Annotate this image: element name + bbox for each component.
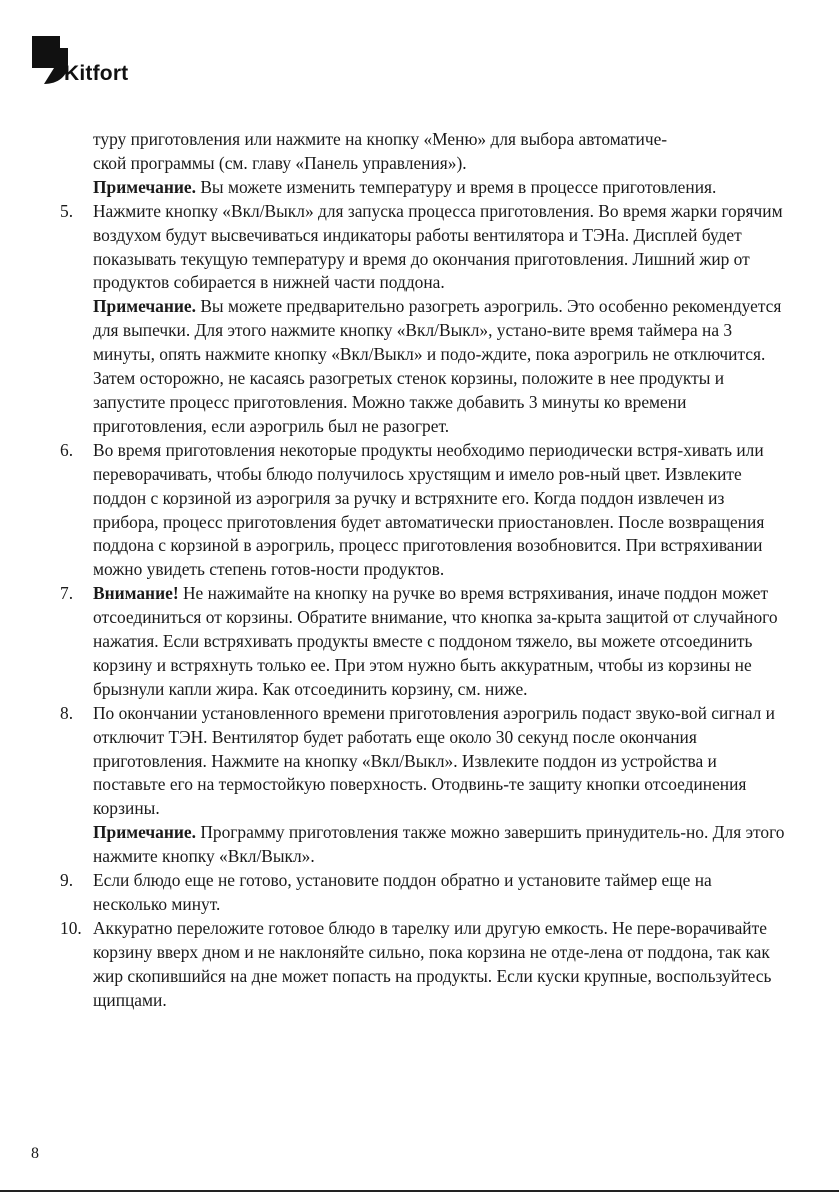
note-text: Программу приготовления также можно завершить принудитель-но. Для этого нажмите кнопку «Вкл/Выкл». bbox=[93, 822, 785, 867]
list-item-8 bbox=[60, 702, 790, 869]
instructions-text bbox=[60, 128, 790, 1013]
item-number: 9. bbox=[60, 870, 74, 891]
warning-text: Не нажимайте на кнопку на ручке во время встряхивания, иначе поддон может отсоединиться от корзины. Обратите внимание, что кнопка за-крыта защитой от случайного нажатия. Если встряхивать продукты вместе с поддоном тяжело, вы можете отсоединить корзину и встряхнуть только ее. При этом нужно быть аккуратным, чтобы из корзины не брызнули капли жира. Как отсоединить корзину, см. ниже. bbox=[93, 583, 778, 699]
intro-note bbox=[93, 176, 790, 200]
list-item-10 bbox=[60, 917, 790, 1013]
brand-logo bbox=[30, 34, 170, 94]
item-text: Во время приготовления некоторые продукты необходимо периодически встря-хивать или переворачивать, чтобы блюдо получилось хрустящим и имело ров-ный цвет. Извлеките поддон с корзиной из аэрогриля за ручку и встряхните его. Когда поддон извлечен из прибора, процесс приготовления будет автоматически приостановлен. После возвращения поддона с корзиной в аэрогриль, процесс приготовления возобновится. При встряхивании можно увидеть степень готов-ности продуктов. bbox=[93, 439, 765, 580]
item-note bbox=[93, 295, 790, 438]
note-label: Примечание. bbox=[93, 296, 196, 317]
item-text: Если блюдо еще не готово, установите поддон обратно и установите таймер еще на несколько минут. bbox=[93, 870, 712, 914]
item-number: 10. bbox=[60, 917, 82, 938]
item-text: Нажмите кнопку «Вкл/Выкл» для запуска процесса приготовления. Во время жарки горячим воздухом будут высвечиваться индикаторы работы вентилятора и ТЭНа. Дисплей будет показывать текущую температуру и время до окончания приготовления. Лишний жир от продуктов собирается в нижней части поддона. bbox=[93, 200, 783, 293]
bottom-border bbox=[0, 1190, 839, 1192]
item-number: 8. bbox=[60, 702, 74, 723]
note-label: Примечание. bbox=[93, 176, 196, 197]
item-text: По окончании установленного времени приготовления аэрогриль подаст звуко-вой сигнал и отключит ТЭН. Вентилятор будет работать еще около 30 секунд после окончания приготовления. Нажмите на кнопку «Вкл/Выкл». Извлеките поддон из устройства и поставьте его на термостойкую поверхность. Отодвинь-те защиту кнопки отсоединения корзины. bbox=[93, 702, 775, 819]
item-number: 7. bbox=[60, 583, 74, 604]
item-number: 6. bbox=[60, 439, 74, 460]
item-number: 5. bbox=[60, 200, 74, 221]
item-text: Аккуратно переложите готовое блюдо в тарелку или другую емкость. Не пере-ворачивайте корзину вверх дном и не наклоняйте сильно, пока корзина не отде-лена от поддона, так как жир скопившийся на дне может попасть на продукты. Если куски крупные, воспользуйтесь щипцами. bbox=[93, 917, 772, 1010]
list-item-5 bbox=[60, 200, 790, 439]
item-text bbox=[93, 582, 790, 702]
intro-line-1: туру приготовления или нажмите на кнопку «Меню» для выбора автоматиче- bbox=[93, 129, 668, 149]
intro-line-2: ской программы (см. главу «Панель управления»). bbox=[93, 152, 467, 173]
list-item-7 bbox=[60, 582, 790, 702]
list-item-6 bbox=[60, 439, 790, 582]
item-note bbox=[93, 821, 790, 869]
note-label: Примечание. bbox=[93, 822, 196, 843]
brand-name: Kitfort bbox=[64, 62, 129, 85]
note-text: Вы можете изменить температуру и время в процессе приготовления. bbox=[195, 176, 717, 197]
note-text: Вы можете предварительно разогреть аэрогриль. Это особенно рекомендуется для выпечки. Для этого нажмите кнопку «Вкл/Выкл», устано-вите время таймера на 3 минуты, опять нажмите кнопку «Вкл/Выкл» и подо-ждите, пока аэрогриль не отключится. Затем осторожно, не касаясь разогретых стенок корзины, положите в нее продукты и запустите процесс приготовления. Можно также добавить 3 минуты ко времени приготовления, если аэрогриль был не разогрет. bbox=[93, 296, 782, 436]
warning-label: Внимание! bbox=[93, 583, 179, 604]
list-item-9 bbox=[60, 869, 790, 917]
intro-paragraph bbox=[60, 128, 790, 200]
page-number: 8 bbox=[31, 1145, 39, 1162]
